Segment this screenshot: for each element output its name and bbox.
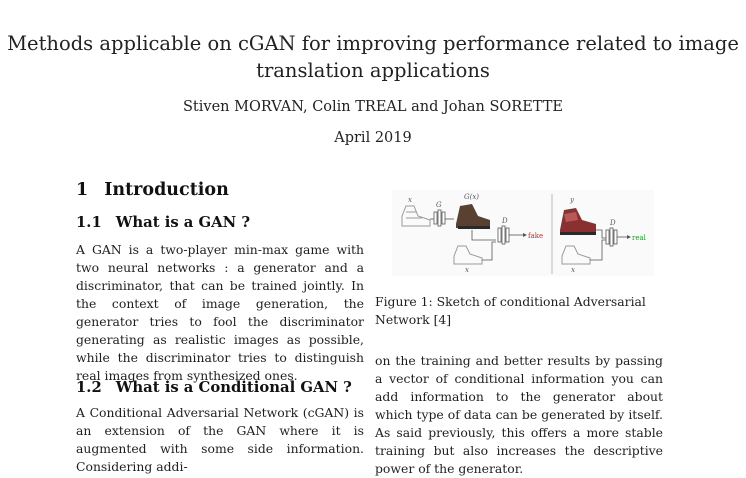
label-real: real xyxy=(632,234,646,242)
discriminator-block-real xyxy=(606,228,617,246)
discriminator-block-fake xyxy=(498,226,509,244)
paper-date: April 2019 xyxy=(334,130,412,146)
label-D-right: D xyxy=(610,219,616,227)
label-Gx: G(x) xyxy=(464,193,480,201)
paper-title: Methods applicable on cGAN for improving performance related to image translation applications xyxy=(7,32,739,82)
label-x-right: x xyxy=(571,266,575,274)
subsection-title: What is a Conditional GAN ? xyxy=(115,379,352,396)
figure-cgan-sketch xyxy=(392,190,654,276)
subsection-number: 1.1 xyxy=(76,214,102,231)
gan-paragraph: A GAN is a two-player min-max game with two neural networks : a generator and a discriminator, that can be trained jointly. In the context of image generation, the generator tries to fool the discriminator generating as realistic images as possible, while the discriminator tries to distinguish real images from synthesized ones. xyxy=(76,242,364,383)
subsection-title: What is a GAN ? xyxy=(115,214,251,231)
section-number: 1 xyxy=(76,180,89,200)
figure-caption: Figure 1: Sketch of conditional Adversarial Network [4] xyxy=(375,294,646,327)
generator-block xyxy=(434,210,445,226)
right-column-paragraph: on the training and better results by passing a vector of conditional information you can add information to the generator about which type of data can be generated by itself. As said previously, this offers a more stable training but also increases the descriptive power of the generator. xyxy=(375,353,663,476)
label-x-top: x xyxy=(408,196,412,204)
subsection-heading-cgan xyxy=(76,379,352,396)
figure-diagram xyxy=(392,190,654,276)
label-D-left: D xyxy=(502,217,508,225)
label-fake: fake xyxy=(528,232,544,240)
label-y: y xyxy=(570,196,574,204)
label-G: G xyxy=(436,201,442,209)
paper-authors: Stiven MORVAN, Colin TREAL and Johan SORETTE xyxy=(183,99,563,115)
cgan-paragraph: A Conditional Adversarial Network (cGAN) is an extension of the GAN where it is augmented with some side information. Considering addi- xyxy=(76,405,364,474)
subsection-heading-gan xyxy=(76,214,250,231)
section-heading xyxy=(76,180,229,200)
subsection-number: 1.2 xyxy=(76,379,102,396)
label-x-bottom: x xyxy=(465,266,469,274)
section-title: Introduction xyxy=(104,180,229,200)
